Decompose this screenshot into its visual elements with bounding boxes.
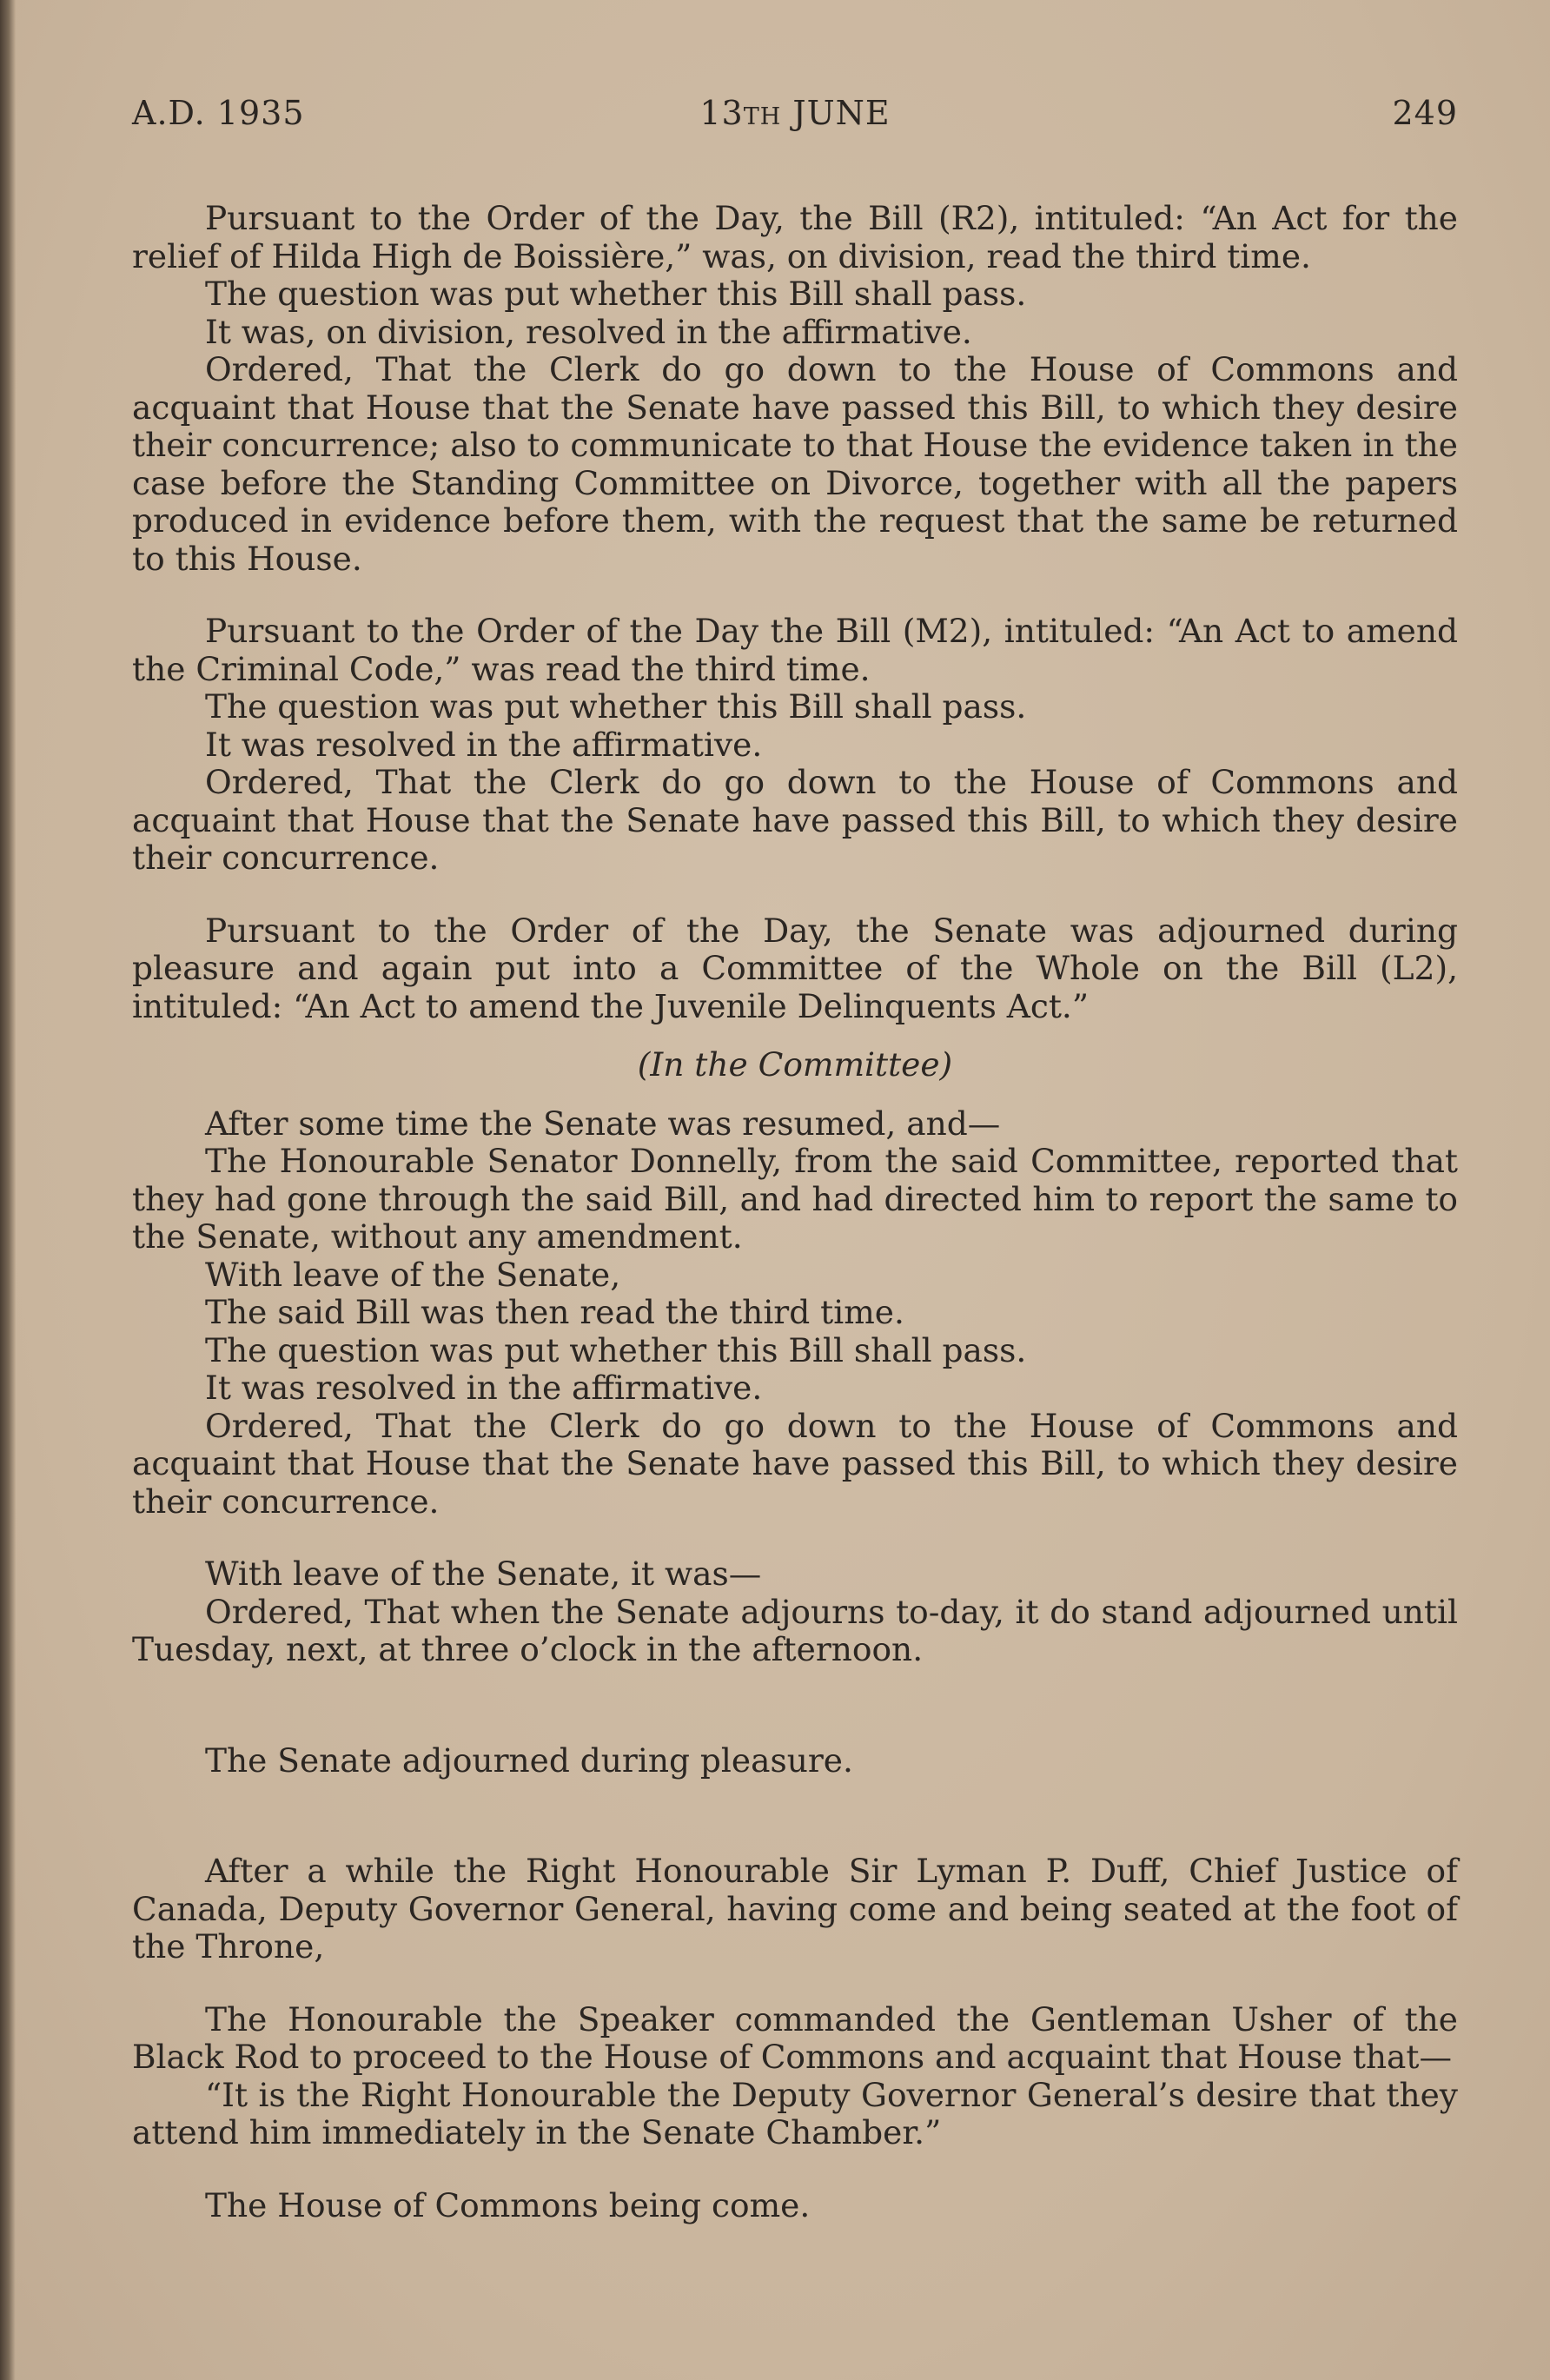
body-paragraph: Ordered, That the Clerk do go down to the House of Commons and acquaint that House that the Senate have passed this Bill, to which they desire their concurrence. xyxy=(132,1406,1458,1521)
body-paragraph: The question was put whether this Bill shall pass. xyxy=(205,275,1027,313)
header-date xyxy=(132,94,1458,132)
body-paragraph: With leave of the Senate, it was— xyxy=(205,1555,762,1593)
body-paragraph: The House of Commons being come. xyxy=(205,2185,811,2224)
page-header xyxy=(132,94,1458,137)
book-spine-shadow xyxy=(0,0,16,2380)
body-paragraph: It was resolved in the affirmative. xyxy=(205,725,763,764)
body-paragraph: The Senate adjourned during pleasure. xyxy=(205,1740,853,1780)
body-paragraph: After a while the Right Honourable Sir Lyman P. Duff, Chief Justice of Canada, Deputy Governor General, having come and being seated at the foot of the Throne, xyxy=(132,1852,1458,1966)
body-paragraph: Pursuant to the Order of the Day the Bill (M2), intituled: “An Act to amend the Criminal Code,” was read the third time. xyxy=(132,612,1458,688)
body-paragraph: With leave of the Senate, xyxy=(205,1255,621,1294)
page-body xyxy=(132,200,1458,2224)
body-paragraph: The said Bill was then read the third time. xyxy=(205,1293,904,1331)
body-paragraph: The Honourable the Speaker commanded the Gentleman Usher of the Black Rod to proceed to the House of Commons and acquaint that House that— xyxy=(132,1999,1458,2076)
body-paragraph: Ordered, That the Clerk do go down to the House of Commons and acquaint that House that the Senate have passed this Bill, to which they desire their concurrence. xyxy=(132,763,1458,877)
body-paragraph: Ordered, That the Clerk do go down to the House of Commons and acquaint that House that the Senate have passed this Bill, to which they desire their concurrence; also to communicate to that House the evidence taken in the case before the Standing Committee on Divorce, together with all the papers produced in evidence before them, with the request that the same be returned to this House. xyxy=(132,350,1458,578)
body-paragraph: The Honourable Senator Donnelly, from the said Committee, reported that they had gone through the said Bill, and had directed him to report the same to the Senate, without any amendment. xyxy=(132,1142,1458,1256)
body-paragraph: The question was put whether this Bill shall pass. xyxy=(205,1330,1027,1369)
body-paragraph: Pursuant to the Order of the Day, the Senate was adjourned during pleasure and again put into a Committee of the Whole on the Bill (L2), intituled: “An Act to amend the Juvenile Delinquents Act.” xyxy=(132,911,1458,1025)
header-date-month: JUNE xyxy=(781,94,891,132)
header-year: A.D. 1935 xyxy=(132,94,305,132)
header-date-day: 13 xyxy=(699,94,744,132)
body-paragraph: It was, on division, resolved in the affirmative. xyxy=(205,312,972,351)
body-paragraph: It was resolved in the affirmative. xyxy=(205,1369,763,1407)
header-date-suffix: TH xyxy=(743,103,782,130)
body-paragraph: Pursuant to the Order of the Day, the Bill (R2), intituled: “An Act for the relief of Hilda High de Boissière,” was, on division, read the third time. xyxy=(132,199,1458,275)
body-paragraph: The question was put whether this Bill shall pass. xyxy=(205,687,1027,726)
body-paragraph: After some time the Senate was resumed, and— xyxy=(205,1104,1001,1143)
section-heading: (In the Committee) xyxy=(637,1045,953,1084)
body-paragraph: Ordered, That when the Senate adjourns to-day, it do stand adjourned until Tuesday, next, at three o’clock in the afternoon. xyxy=(132,1592,1458,1668)
page-number: 249 xyxy=(1392,94,1458,132)
body-paragraph: “It is the Right Honourable the Deputy Governor General’s desire that they attend him immediately in the Senate Chamber.” xyxy=(132,2075,1458,2151)
